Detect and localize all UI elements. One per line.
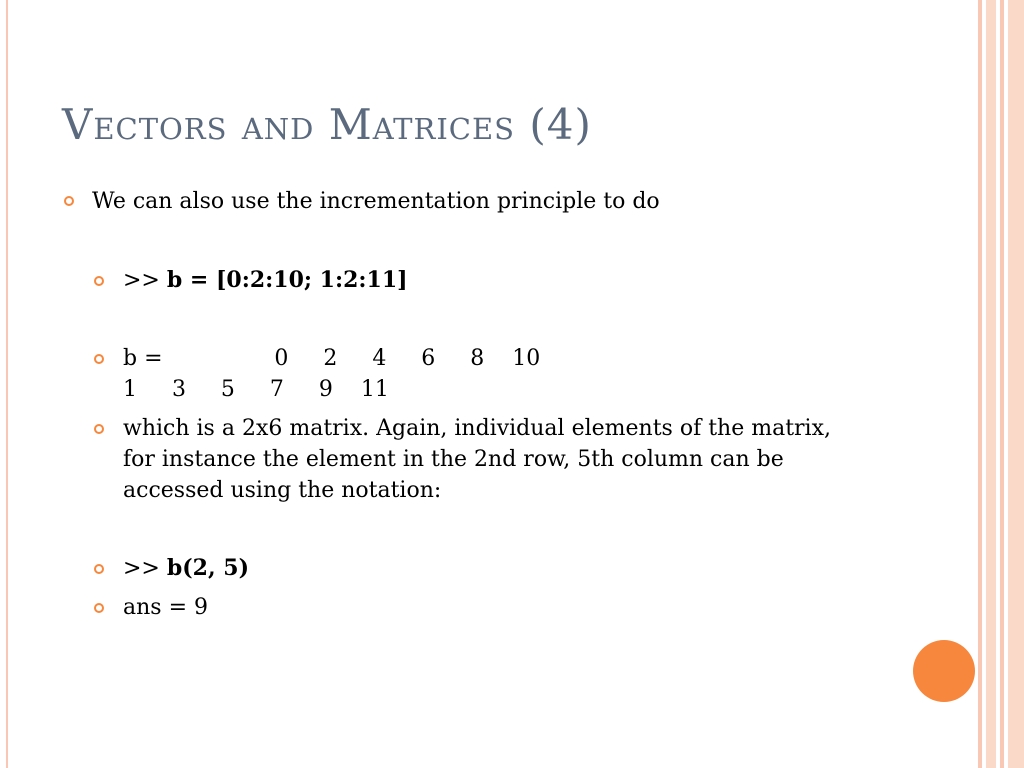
bullet-marker-icon — [94, 424, 104, 434]
command-line — [123, 265, 408, 296]
slide-title: Vectors and Matrices (4) — [62, 100, 592, 149]
decorative-circle — [913, 640, 975, 702]
bullet-text: We can also use the incrementation principle to do — [92, 189, 660, 214]
bullet-marker-icon — [94, 603, 104, 613]
bullet-text: ans = 9 — [123, 595, 208, 620]
command-code: b = [0:2:10; 1:2:11] — [166, 267, 408, 293]
bullet-marker-icon — [94, 354, 104, 364]
command-line — [123, 553, 249, 584]
command-prompt: >> — [123, 268, 167, 293]
bullet-marker-icon — [94, 564, 104, 574]
bullet-marker-icon — [94, 276, 104, 286]
matrix-output-row-1: b = 0 2 4 6 8 10 — [123, 346, 541, 371]
command-prompt: >> — [123, 556, 167, 581]
command-code: b(2, 5) — [166, 555, 250, 581]
bullet-marker-icon — [64, 196, 74, 206]
bullet-text: which is a 2x6 matrix. Again, individual elements of the matrix, for instance the element in the 2nd row, 5th column can be accessed using the notation: — [123, 416, 831, 503]
matrix-output-row-2: 1 3 5 7 9 11 — [123, 377, 389, 402]
